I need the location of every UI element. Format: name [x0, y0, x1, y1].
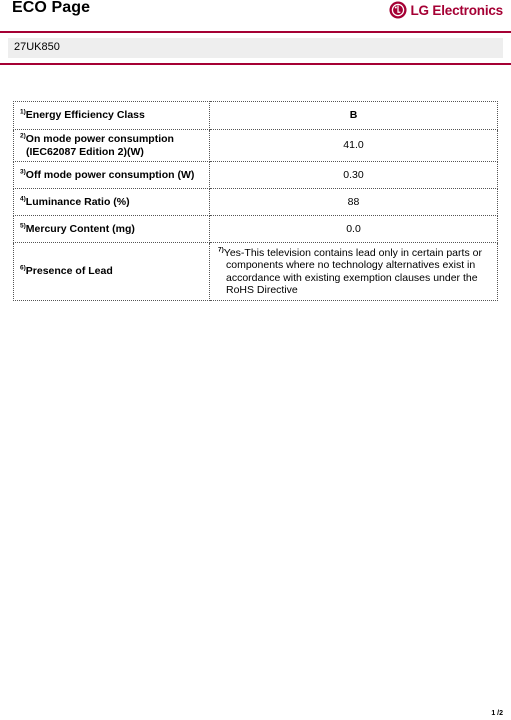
row-label: $^{4)}$Luminance Ratio (%)	[14, 189, 210, 216]
table-row	[14, 130, 498, 162]
row-label: $^{6)}$Presence of Lead	[14, 243, 210, 301]
row-value: 88	[210, 189, 498, 216]
eco-spec-table	[13, 101, 498, 301]
table-row	[14, 162, 498, 189]
table-row	[14, 189, 498, 216]
table-row	[14, 243, 498, 301]
page-number: 1 /2	[491, 710, 503, 717]
brand-logo	[389, 1, 503, 19]
table-row	[14, 216, 498, 243]
row-label: $^{2)}$On mode power consumption (IEC62087 Edition 2)(W)	[14, 130, 210, 162]
model-number: 27UK850	[14, 41, 60, 53]
lg-logo-icon	[389, 1, 407, 19]
row-value: 0.0	[210, 216, 498, 243]
page-header	[0, 0, 511, 32]
row-value: $^{7)}$Yes-This television contains lead only in certain parts or components where no technology alternatives exist in accordance with existing exemption clauses under the RoHS Directive	[210, 243, 498, 301]
row-label: $^{1)}$Energy Efficiency Class	[14, 102, 210, 130]
table-row	[14, 102, 498, 130]
header-divider	[0, 31, 511, 33]
page-title: ECO Page	[12, 0, 91, 16]
row-label: $^{3)}$Off mode power consumption (W)	[14, 162, 210, 189]
row-value: 41.0	[210, 130, 498, 162]
model-bar	[8, 38, 503, 58]
row-value: B	[210, 102, 498, 130]
row-value: 0.30	[210, 162, 498, 189]
model-divider	[0, 63, 511, 65]
row-label: $^{5)}$Mercury Content (mg)	[14, 216, 210, 243]
brand-name: LG Electronics	[410, 2, 503, 18]
